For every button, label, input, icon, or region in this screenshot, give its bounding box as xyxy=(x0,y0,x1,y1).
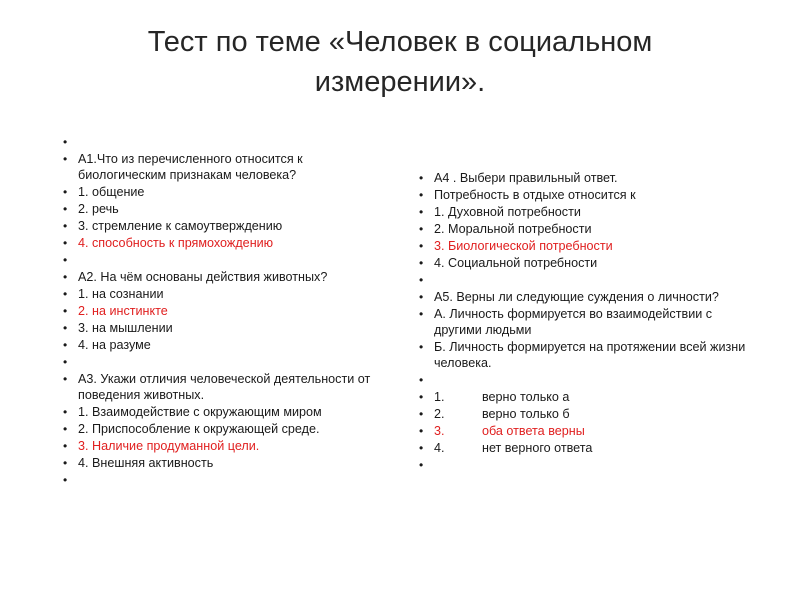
answer-option xyxy=(418,187,758,203)
item-text: Потребность в отдыхе относится к xyxy=(434,188,636,202)
option-number: 2. xyxy=(434,407,445,421)
option-number: 4. xyxy=(434,441,445,455)
bullet-icon: • xyxy=(419,222,424,236)
bullet-icon: • xyxy=(419,188,424,202)
item-text: 3. Наличие продуманной цели. xyxy=(78,439,260,453)
empty-bullet xyxy=(418,372,758,388)
option-text: верно только б xyxy=(482,407,570,421)
bullet-icon: • xyxy=(63,287,68,301)
answer-option xyxy=(62,404,392,420)
bullet-icon: • xyxy=(63,185,68,199)
title-line-1: Тест по теме «Человек в социальном xyxy=(147,26,653,58)
item-text: А5. Верны ли следующие суждения о личности? xyxy=(434,290,719,304)
bullet-icon: • xyxy=(63,372,68,386)
bullet-icon: • xyxy=(63,236,68,250)
bullet-icon: • xyxy=(419,290,424,304)
slide-title xyxy=(0,22,800,102)
answer-option xyxy=(418,339,758,371)
item-text: 2. Моральной потребности xyxy=(434,222,592,236)
answer-option xyxy=(418,406,758,422)
item-text: 1. на сознании xyxy=(78,287,164,301)
right-column xyxy=(418,170,758,474)
bullet-icon: • xyxy=(419,407,424,421)
item-text: А2. На чём основаны действия животных? xyxy=(78,270,328,284)
answer-option xyxy=(62,455,392,471)
empty-bullet xyxy=(62,134,392,150)
answer-option-correct xyxy=(62,235,392,251)
bullet-icon: • xyxy=(63,304,68,318)
item-text: 1. Духовной потребности xyxy=(434,205,581,219)
bullet-icon: • xyxy=(419,441,424,455)
answer-option xyxy=(418,440,758,456)
bullet-icon: • xyxy=(63,473,68,487)
bullet-icon: • xyxy=(63,270,68,284)
bullet-icon: • xyxy=(63,405,68,419)
bullet-icon: • xyxy=(63,456,68,470)
item-text: 4. на разуме xyxy=(78,338,151,352)
bullet-icon: • xyxy=(63,152,68,166)
item-text: 4. Внешняя активность xyxy=(78,456,214,470)
answer-option xyxy=(62,184,392,200)
empty-bullet xyxy=(418,272,758,288)
option-text: нет верного ответа xyxy=(482,441,593,455)
item-text: Б. Личность формируется на протяжении всей жизни человека. xyxy=(434,340,746,370)
empty-bullet xyxy=(62,252,392,268)
answer-option-correct xyxy=(418,238,758,254)
item-text: 2. на инстинкте xyxy=(78,304,168,318)
item-text: 2. речь xyxy=(78,202,119,216)
answer-option xyxy=(418,306,758,338)
item-text: 2. Приспособление к окружающей среде. xyxy=(78,422,320,436)
bullet-icon: • xyxy=(419,458,424,472)
question-text xyxy=(62,269,392,285)
bullet-icon: • xyxy=(63,202,68,216)
item-text: 3. на мышлении xyxy=(78,321,173,335)
answer-option xyxy=(62,201,392,217)
option-number: 1. xyxy=(434,390,445,404)
item-text: 1. общение xyxy=(78,185,145,199)
answer-option xyxy=(418,221,758,237)
item-text: 3. стремление к самоутверждению xyxy=(78,219,283,233)
answer-option-correct xyxy=(62,303,392,319)
bullet-icon: • xyxy=(63,321,68,335)
bullet-icon: • xyxy=(419,239,424,253)
bullet-icon: • xyxy=(419,373,424,387)
answer-option xyxy=(62,218,392,234)
bullet-icon: • xyxy=(419,390,424,404)
item-text: А. Личность формируется во взаимодействии с другими людьми xyxy=(434,307,713,337)
option-number: 3. xyxy=(434,424,445,438)
bullet-icon: • xyxy=(63,135,68,149)
bullet-icon: • xyxy=(63,422,68,436)
bullet-icon: • xyxy=(63,439,68,453)
left-column xyxy=(62,134,392,489)
answer-option xyxy=(418,389,758,405)
answer-option xyxy=(62,286,392,302)
item-text: А3. Укажи отличия человеческой деятельности от поведения животных. xyxy=(78,372,371,402)
title-line-2: измерении». xyxy=(314,66,486,98)
answer-option xyxy=(418,204,758,220)
empty-bullet xyxy=(62,354,392,370)
question-text xyxy=(62,151,392,183)
bullet-icon: • xyxy=(419,205,424,219)
bullet-icon: • xyxy=(419,273,424,287)
right-question-list xyxy=(418,170,758,473)
bullet-icon: • xyxy=(419,424,424,438)
bullet-icon: • xyxy=(419,171,424,185)
answer-option xyxy=(62,337,392,353)
bullet-icon: • xyxy=(63,338,68,352)
question-text xyxy=(418,170,758,186)
item-text: 1. Взаимодействие с окружающим миром xyxy=(78,405,322,419)
empty-bullet xyxy=(62,472,392,488)
answer-option xyxy=(418,255,758,271)
bullet-icon: • xyxy=(63,253,68,267)
bullet-icon: • xyxy=(419,256,424,270)
question-text xyxy=(62,371,392,403)
empty-bullet xyxy=(418,457,758,473)
item-text: 4. способность к прямохождению xyxy=(78,236,274,250)
item-text: А1.Что из перечисленного относится к биологическим признакам человека? xyxy=(78,152,303,182)
answer-option-correct xyxy=(62,438,392,454)
item-text: А4 . Выбери правильный ответ. xyxy=(434,171,618,185)
answer-option-correct xyxy=(418,423,758,439)
bullet-icon: • xyxy=(419,340,424,354)
item-text: 4. Социальной потребности xyxy=(434,256,598,270)
option-text: оба ответа верны xyxy=(482,424,585,438)
question-text xyxy=(418,289,758,305)
item-text: 3. Биологической потребности xyxy=(434,239,613,253)
option-text: верно только а xyxy=(482,390,570,404)
left-question-list xyxy=(62,134,392,488)
bullet-icon: • xyxy=(419,307,424,321)
answer-option xyxy=(62,320,392,336)
bullet-icon: • xyxy=(63,355,68,369)
bullet-icon: • xyxy=(63,219,68,233)
answer-option xyxy=(62,421,392,437)
